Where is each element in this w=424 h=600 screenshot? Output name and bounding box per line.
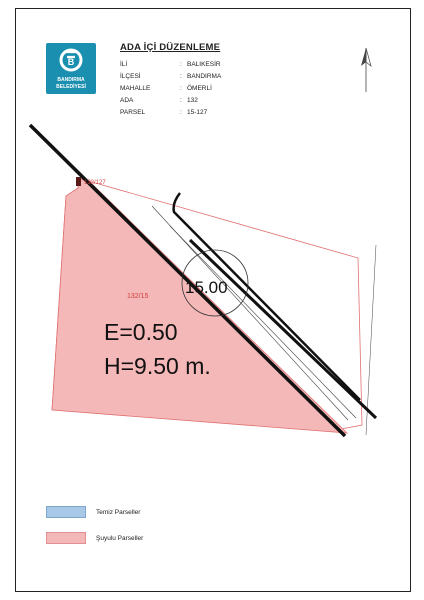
info-key-mahalle: MAHALLE (120, 85, 151, 92)
info-separator: : (180, 61, 182, 68)
info-separator: : (180, 97, 182, 104)
info-separator: : (180, 73, 182, 80)
parcel-top-label: 132/127 (84, 180, 106, 186)
info-value-ada: 132 (187, 97, 198, 104)
north-arrow-icon (361, 48, 371, 92)
h-value: H=9.50 m. (104, 353, 211, 379)
info-separator: : (180, 85, 182, 92)
info-separator: : (180, 109, 182, 116)
info-key-ilce: İLÇESİ (120, 73, 141, 80)
info-value-parsel: 15-127 (187, 109, 208, 116)
legend-label-temiz: Temiz Parseller (96, 509, 141, 516)
e-value: E=0.50 (104, 319, 178, 345)
corner-marker (76, 177, 81, 186)
info-value-mahalle: ÖMERLİ (187, 85, 212, 92)
distance-label: 15.00 (185, 278, 228, 297)
boundary-line-right (366, 245, 376, 435)
logo-line2: BELEDİYESİ (56, 84, 86, 90)
info-value-il: BALIKESİR (187, 61, 221, 68)
legend-swatch-temiz (46, 506, 86, 518)
legend-swatch-suyulu (46, 532, 86, 544)
svg-text:B: B (67, 57, 75, 67)
page-title: ADA İÇİ DÜZENLEME (120, 42, 221, 53)
info-key-il: İLİ (120, 61, 128, 68)
info-key-parsel: PARSEL (120, 109, 146, 116)
logo-line1: BANDIRMA (57, 77, 85, 83)
info-value-ilce: BANDIRMA (187, 73, 222, 80)
parcel-label: 132/15 (127, 293, 149, 300)
legend-label-suyulu: Şuyulu Parseller (96, 535, 144, 542)
info-key-ada: ADA (120, 97, 134, 104)
